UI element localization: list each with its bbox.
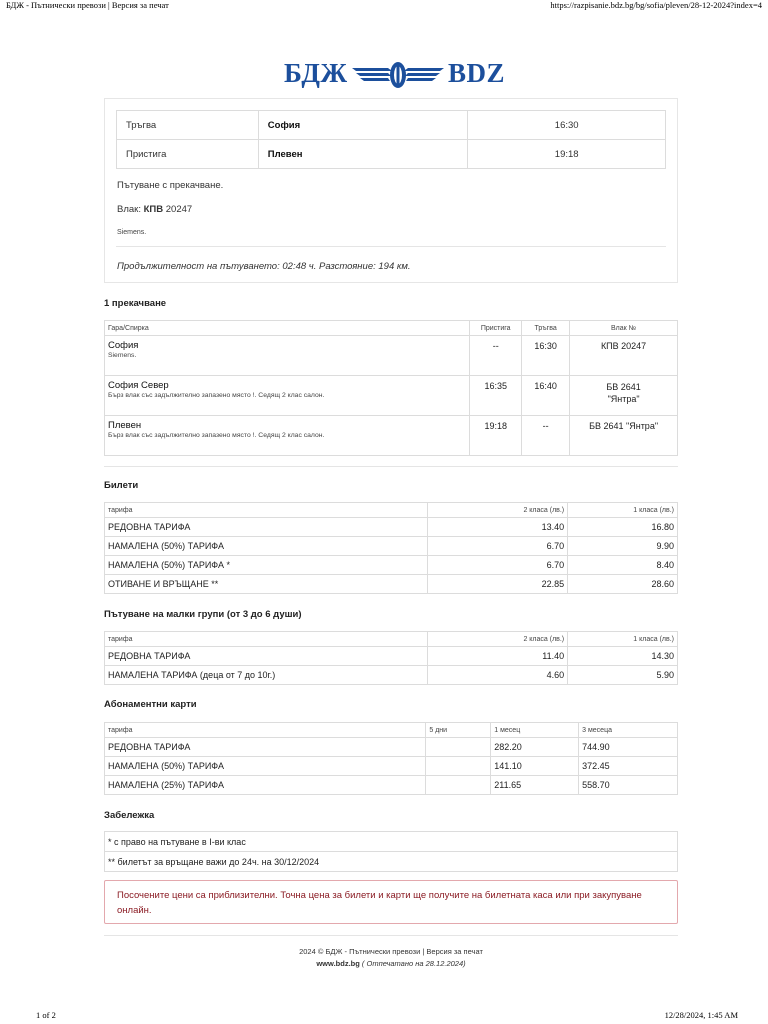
- col-fare: тарифа: [105, 723, 426, 738]
- col-class1: 1 класа (лв.): [568, 632, 678, 647]
- fare-name: НАМАЛЕНА (50%) ТАРИФА: [105, 757, 426, 776]
- footer-printed-date: ( Отпечатано на 28.12.2024): [361, 959, 466, 968]
- table-row: [105, 575, 678, 594]
- stop-name: София Север: [108, 380, 169, 391]
- train-manufacturer: Siemens.: [117, 229, 147, 236]
- col-train: Влак №: [570, 321, 678, 336]
- card-1month: 282.20: [491, 738, 579, 757]
- fare-class1: 16.80: [568, 518, 678, 537]
- cards-header-row: [105, 723, 678, 738]
- card-1month: 211.65: [491, 776, 579, 795]
- divider: [104, 466, 678, 467]
- note-item: ** билетът за връщане важи до 24ч. на 30/12/2024: [105, 852, 678, 872]
- print-header-title: БДЖ - Пътнически превози | Версия за печат: [6, 0, 169, 10]
- groups-header-row: [105, 632, 678, 647]
- trip-duration: Продължителност на пътуването: 02:48 ч. Разстояние: 194 км.: [117, 261, 411, 272]
- card-5days: [426, 776, 491, 795]
- tickets-title: Билети: [104, 480, 139, 491]
- divider: [116, 246, 666, 247]
- table-row: [105, 537, 678, 556]
- price-disclaimer-alert: Посочените цени са приблизителни. Точна цена за билети и карти ще получите на билетната каса или при закупуване онлайн.: [104, 880, 678, 924]
- transfers-header-row: [105, 321, 678, 336]
- fare-class2: 6.70: [428, 537, 568, 556]
- groups-title: Пътуване на малки групи (от 3 до 6 души): [104, 609, 302, 620]
- stop-train: БВ 2641 "Янтра": [570, 416, 678, 456]
- transfers-table: [104, 320, 678, 456]
- fare-name: РЕДОВНА ТАРИФА: [105, 647, 428, 666]
- print-datetime: 12/28/2024, 1:45 AM: [664, 1010, 738, 1020]
- arrives-station: Плевен: [258, 140, 468, 169]
- stop-train: КПВ 20247: [570, 336, 678, 376]
- col-station: Гара/Спирка: [105, 321, 470, 336]
- tickets-header-row: [105, 503, 678, 518]
- train-number: 20247: [165, 204, 193, 215]
- print-header: [6, 0, 762, 12]
- card-3months: 744.90: [579, 738, 678, 757]
- trip-summary-table: [116, 110, 666, 169]
- logo-text-bdj: БДЖ: [284, 58, 348, 88]
- table-row: [105, 666, 678, 685]
- col-class1: 1 класа (лв.): [568, 503, 678, 518]
- stop-train-name: "Янтра": [607, 394, 640, 404]
- tickets-table: [104, 502, 678, 594]
- notes-table: [104, 831, 678, 872]
- stop-arrives: 19:18: [470, 416, 522, 456]
- stop-note: Бърз влак със задължително запазено място !. Седящ 2 клас салон.: [108, 432, 325, 439]
- stop-note: Бърз влак със задължително запазено място !. Седящ 2 клас салон.: [108, 392, 325, 399]
- train-type: КПВ: [143, 204, 164, 215]
- fare-class1: 28.60: [568, 575, 678, 594]
- notes-title: Забележка: [104, 810, 155, 821]
- fare-class2: 11.40: [428, 647, 568, 666]
- stop-name: Плевен: [108, 420, 142, 431]
- train-info: [117, 204, 192, 215]
- footer-site-link[interactable]: www.bdz.bg: [316, 959, 360, 968]
- table-row: [105, 556, 678, 575]
- table-row: [105, 518, 678, 537]
- fare-name: РЕДОВНА ТАРИФА: [105, 738, 426, 757]
- fare-class2: 6.70: [428, 556, 568, 575]
- transfer-note: Пътуване с прекачване.: [117, 180, 224, 191]
- cards-title: Абонаментни карти: [104, 699, 197, 710]
- col-fare: тарифа: [105, 632, 428, 647]
- note-row: [105, 852, 678, 872]
- card-3months: 372.45: [579, 757, 678, 776]
- table-row: [105, 757, 678, 776]
- card-3months: 558.70: [579, 776, 678, 795]
- fare-name: НАМАЛЕНА (25%) ТАРИФА: [105, 776, 426, 795]
- table-row: [105, 416, 678, 456]
- card-5days: [426, 738, 491, 757]
- col-class2: 2 класа (лв.): [428, 503, 568, 518]
- transfers-title: 1 прекачване: [104, 298, 167, 309]
- fare-class2: 4.60: [428, 666, 568, 685]
- fare-class2: 13.40: [428, 518, 568, 537]
- stop-departs: 16:30: [522, 336, 570, 376]
- stop-departs: --: [522, 416, 570, 456]
- fare-name: ОТИВАНЕ И ВРЪЩАНЕ **: [105, 575, 428, 594]
- col-1month: 1 месец: [491, 723, 579, 738]
- fare-class1: 8.40: [568, 556, 678, 575]
- cards-table: [104, 722, 678, 795]
- stop-arrives: --: [470, 336, 522, 376]
- col-5days: 5 дни: [426, 723, 491, 738]
- table-row: [105, 376, 678, 416]
- footer-site-line: [104, 959, 678, 968]
- arrives-time: 19:18: [468, 140, 666, 169]
- print-footer: [36, 1010, 738, 1022]
- groups-table: [104, 631, 678, 685]
- fare-name: НАМАЛЕНА ТАРИФА (деца от 7 до 10г.): [105, 666, 428, 685]
- divider: [104, 935, 678, 936]
- train-prefix: Влак:: [117, 204, 141, 215]
- logo-text-bdz: BDZ: [448, 58, 506, 88]
- fare-class1: 14.30: [568, 647, 678, 666]
- table-row: [105, 647, 678, 666]
- stop-departs: 16:40: [522, 376, 570, 416]
- fare-class2: 22.85: [428, 575, 568, 594]
- departs-station: София: [258, 111, 468, 140]
- fare-class1: 5.90: [568, 666, 678, 685]
- bdz-logo: [280, 58, 506, 92]
- col-class2: 2 класа (лв.): [428, 632, 568, 647]
- departure-row: [117, 111, 666, 140]
- departs-time: 16:30: [468, 111, 666, 140]
- arrival-row: [117, 140, 666, 169]
- fare-name: НАМАЛЕНА (50%) ТАРИФА *: [105, 556, 428, 575]
- fare-class1: 9.90: [568, 537, 678, 556]
- col-arrives: Пристига: [470, 321, 522, 336]
- table-row: [105, 336, 678, 376]
- card-5days: [426, 757, 491, 776]
- col-departs: Тръгва: [522, 321, 570, 336]
- col-fare: тарифа: [105, 503, 428, 518]
- print-page-number: 1 of 2: [36, 1010, 56, 1020]
- note-row: [105, 832, 678, 852]
- table-row: [105, 776, 678, 795]
- table-row: [105, 738, 678, 757]
- arrives-label: Пристига: [117, 140, 259, 169]
- fare-name: НАМАЛЕНА (50%) ТАРИФА: [105, 537, 428, 556]
- stop-note: Siemens.: [108, 352, 137, 359]
- print-header-url[interactable]: https://razpisanie.bdz.bg/bg/sofia/pleven/28-12-2024?index=4: [550, 0, 762, 10]
- stop-name: София: [108, 340, 139, 351]
- stop-train: [570, 376, 678, 416]
- col-3months: 3 месеца: [579, 723, 678, 738]
- fare-name: РЕДОВНА ТАРИФА: [105, 518, 428, 537]
- winged-wheel-icon: [350, 60, 446, 90]
- departs-label: Тръгва: [117, 111, 259, 140]
- card-1month: 141.10: [491, 757, 579, 776]
- note-item: * с право на пътуване в I-ви клас: [105, 832, 678, 852]
- stop-train-number: БВ 2641: [606, 382, 641, 392]
- stop-arrives: 16:35: [470, 376, 522, 416]
- footer-copyright: 2024 © БДЖ - Пътнически превози | Версия за печат: [299, 947, 483, 956]
